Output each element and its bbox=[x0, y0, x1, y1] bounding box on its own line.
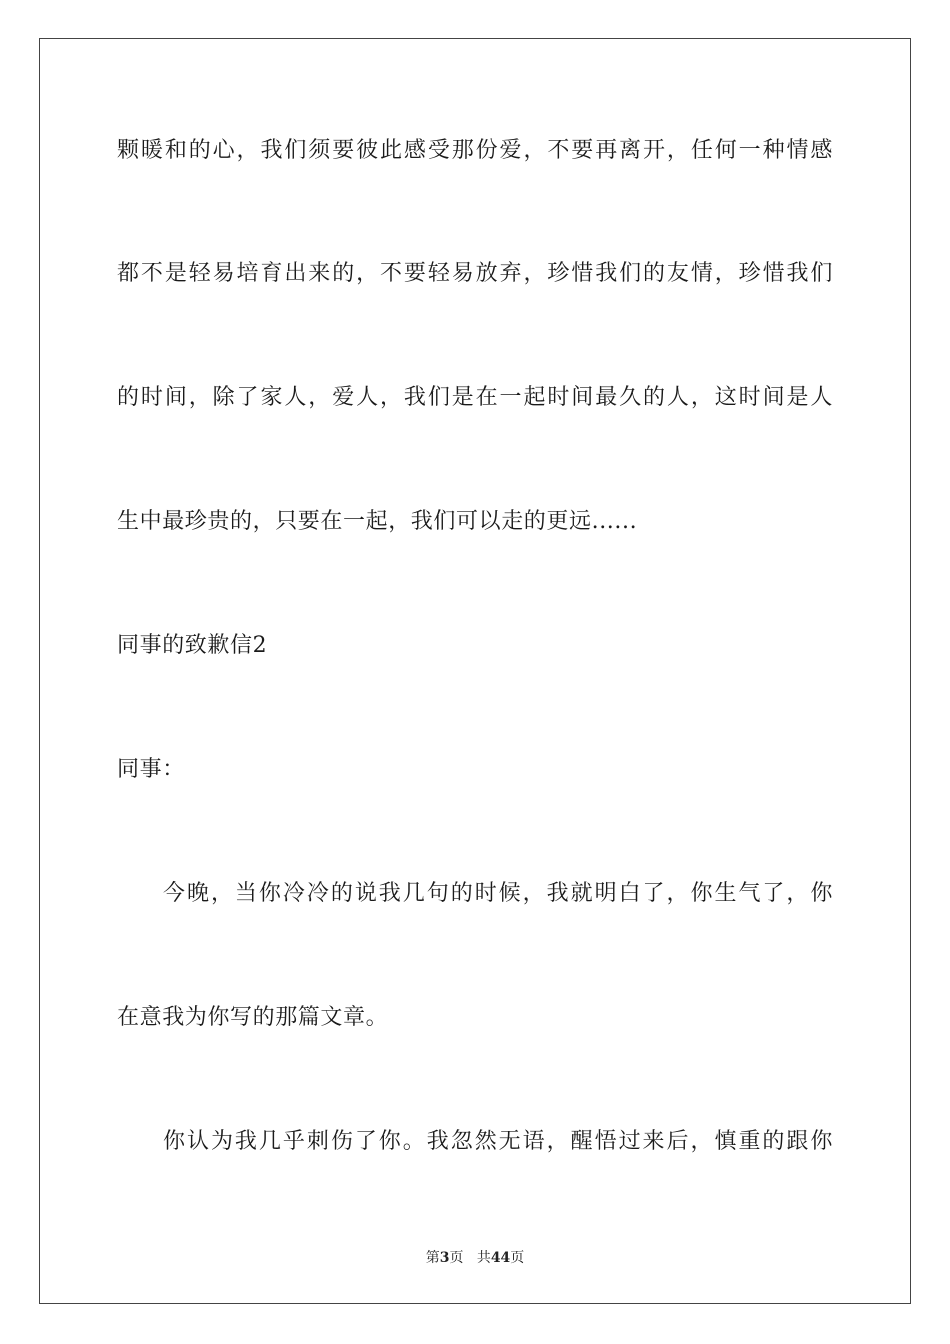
total-pages: 44 bbox=[490, 1250, 511, 1266]
body-line-4: 生中最珍贵的，只要在一起，我们可以走的更远...... bbox=[117, 509, 638, 534]
total-suffix: 页 bbox=[510, 1250, 525, 1266]
paragraph-1-line-2: 在意我为你写的那篇文章。 bbox=[117, 1005, 389, 1030]
total-prefix: 共 bbox=[476, 1250, 491, 1266]
salutation: 同事： bbox=[117, 757, 185, 782]
body-line-2: 都不是轻易培育出来的，不要轻易放弃，珍惜我们的友情，珍惜我们 bbox=[117, 261, 833, 286]
page-suffix: 页 bbox=[449, 1250, 464, 1266]
page-footer bbox=[0, 1247, 950, 1267]
body-line-1: 颗暖和的心，我们须要彼此感受那份爱，不要再离开，任何一种情感 bbox=[117, 138, 833, 163]
paragraph-2-line-1: 你认为我几乎刺伤了你。我忽然无语，醒悟过来后，慎重的跟你 bbox=[163, 1129, 833, 1154]
page-number: 3 bbox=[439, 1250, 450, 1266]
body-line-3: 的时间，除了家人，爱人，我们是在一起时间最久的人，这时间是人 bbox=[117, 385, 833, 410]
paragraph-1-line-1: 今晚，当你冷冷的说我几句的时候，我就明白了，你生气了，你 bbox=[163, 881, 833, 906]
page-prefix: 第 bbox=[425, 1250, 440, 1266]
section-heading: 同事的致歉信2 bbox=[117, 633, 268, 658]
page-frame bbox=[39, 38, 911, 1304]
